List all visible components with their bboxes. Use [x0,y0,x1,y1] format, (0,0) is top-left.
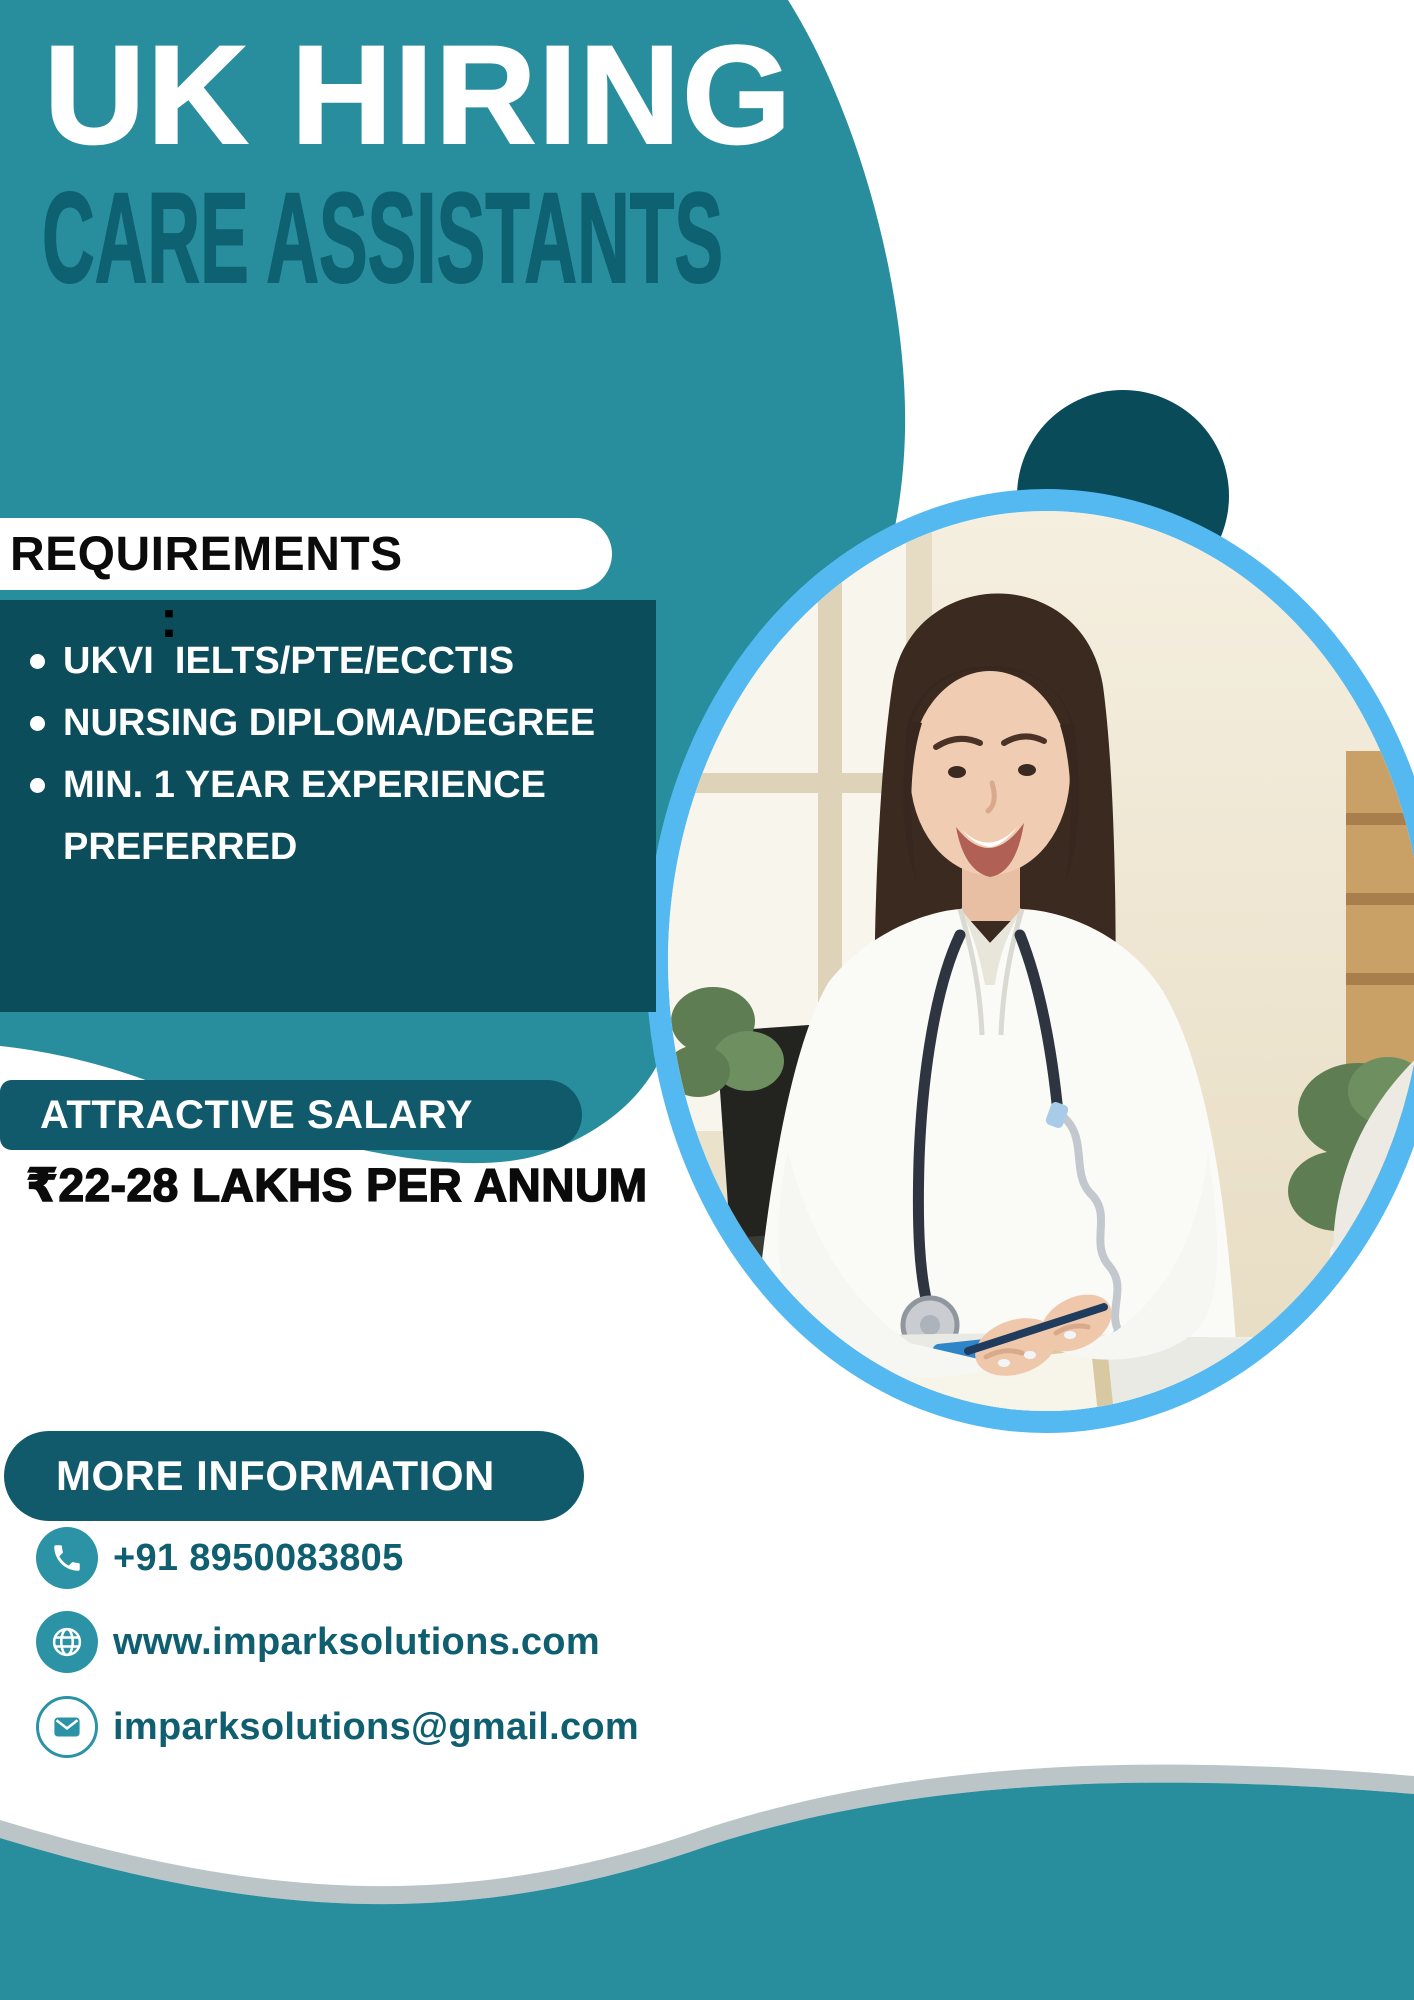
phone-row [36,1527,404,1589]
list-item [30,630,630,692]
list-item [30,692,630,754]
email-address[interactable]: imparksolutions@gmail.com [113,1705,639,1748]
photo-image [668,511,1414,1411]
salary-banner [0,1080,582,1150]
website-row [36,1611,600,1673]
more-information-heading: MORE INFORMATION [56,1452,495,1499]
salary-heading: ATTRACTIVE SALARY [40,1092,473,1137]
requirement-text: UKVI IELTS/PTE/ECCTIS [63,640,515,682]
bullet-dot-icon [30,716,45,731]
doctor-patient-illustration [668,511,1414,1411]
website-url[interactable]: www.imparksolutions.com [113,1620,600,1663]
page-subtitle: CARE ASSISTANTS [42,167,724,310]
list-item [30,754,630,878]
page-title: UK HIRING [44,16,794,173]
more-information-banner [4,1431,584,1521]
bottom-wave-decoration [0,1740,1414,2000]
requirements-list [0,600,656,878]
requirements-colon: : [160,589,178,649]
requirements-box [0,600,656,1012]
bullet-dot-icon [30,654,45,669]
salary-amount: ₹22-28 LAKHS PER ANNUM [26,1159,648,1211]
globe-icon [36,1611,98,1673]
phone-number[interactable]: +91 8950083805 [113,1536,404,1579]
requirement-text: MIN. 1 YEAR EXPERIENCE PREFERRED [63,764,557,868]
bullet-dot-icon [30,778,45,793]
phone-icon [36,1527,98,1589]
photo-circle-ring [646,489,1414,1433]
requirements-heading: REQUIREMENTS [10,527,403,581]
requirement-text: NURSING DIPLOMA/DEGREE [63,702,596,744]
requirements-banner [0,518,612,590]
